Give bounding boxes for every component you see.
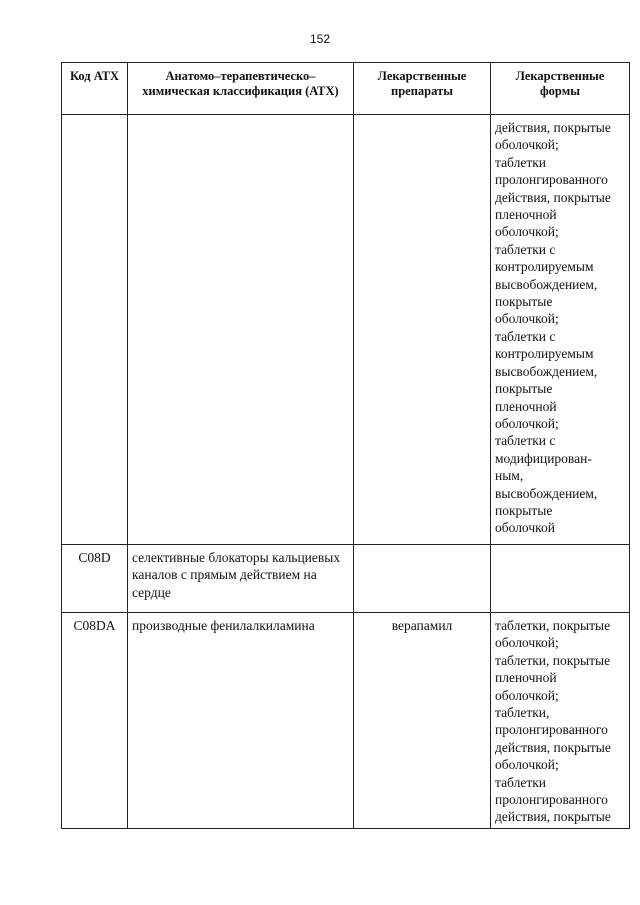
- dosage-forms-cell: [491, 115, 630, 545]
- atx-code-cell: C08DA: [62, 613, 128, 829]
- dosage-form-line: модифицирован-: [495, 450, 592, 466]
- classification-cell: [128, 115, 354, 545]
- header-code: Код АТХ: [62, 63, 128, 115]
- dosage-form-line: оболочкой;: [495, 224, 559, 240]
- dosage-form-line: пленочной: [495, 670, 557, 686]
- dosage-form-line: таблетки: [495, 154, 547, 170]
- dosage-form-line: высвобождением,: [495, 485, 598, 501]
- classification-cell: производные фенилалкиламина: [128, 613, 354, 829]
- dosage-form-line: действия, покрытые: [495, 120, 611, 135]
- dosage-form-line: таблетки: [495, 774, 547, 790]
- dosage-form-line: пленочной: [495, 207, 557, 223]
- dosage-form-line: таблетки, покрытые: [495, 618, 611, 633]
- page-number: 152: [309, 32, 331, 46]
- dosage-form-line: ным,: [495, 468, 524, 484]
- dosage-form-line: контролируемым: [495, 259, 594, 275]
- dosage-form-line: оболочкой;: [495, 687, 559, 703]
- dosage-form-line: покрытые: [495, 294, 553, 310]
- dosage-forms-cell: [491, 613, 630, 829]
- dosage-form-line: пролонгированного: [495, 172, 608, 188]
- drug-cell: [354, 545, 491, 613]
- dosage-form-line: таблетки,: [495, 705, 550, 721]
- dosage-form-line: покрытые: [495, 502, 553, 518]
- drug-cell: [354, 115, 491, 545]
- table-row: [62, 115, 630, 545]
- atx-code-cell: [62, 115, 128, 545]
- header-classification: Анатомо–терапевтическо–химическая классификация (АТХ): [128, 63, 354, 115]
- dosage-form-line: действия, покрытые: [495, 739, 611, 755]
- classification-cell: селективные блокаторы кальциевых каналов с прямым действием на сердце: [128, 545, 354, 613]
- dosage-form-line: пролонгированного: [495, 792, 608, 808]
- dosage-form-line: пролонгированного: [495, 722, 608, 738]
- dosage-form-line: таблетки с: [495, 433, 556, 449]
- dosage-form-line: таблетки с: [495, 328, 556, 344]
- dosage-form-line: высвобождением,: [495, 276, 598, 292]
- atx-table: [61, 62, 630, 829]
- header-forms: Лекарственные формы: [491, 63, 630, 115]
- dosage-form-line: таблетки с: [495, 241, 556, 257]
- dosage-form-line: оболочкой;: [495, 415, 559, 431]
- dosage-form-line: оболочкой;: [495, 757, 559, 773]
- table-row: [62, 613, 630, 829]
- atx-code-cell: C08D: [62, 545, 128, 613]
- dosage-form-line: высвобождением,: [495, 363, 598, 379]
- table-row: [62, 545, 630, 613]
- dosage-form-line: действия, покрытые: [495, 189, 611, 205]
- drug-cell: верапамил: [354, 613, 491, 829]
- dosage-forms-cell: [491, 545, 630, 613]
- dosage-form-line: оболочкой;: [495, 311, 559, 327]
- dosage-form-line: контролируемым: [495, 346, 594, 362]
- dosage-form-line: покрытые: [495, 381, 553, 397]
- dosage-form-line: оболочкой;: [495, 137, 559, 153]
- dosage-form-line: действия, покрытые: [495, 809, 611, 825]
- header-drugs: Лекарственные препараты: [354, 63, 491, 115]
- table-header-row: [62, 63, 630, 115]
- dosage-form-line: пленочной: [495, 398, 557, 414]
- dosage-form-line: таблетки, покрытые: [495, 652, 611, 668]
- dosage-form-line: оболочкой;: [495, 635, 559, 651]
- dosage-form-line: оболочкой: [495, 520, 555, 536]
